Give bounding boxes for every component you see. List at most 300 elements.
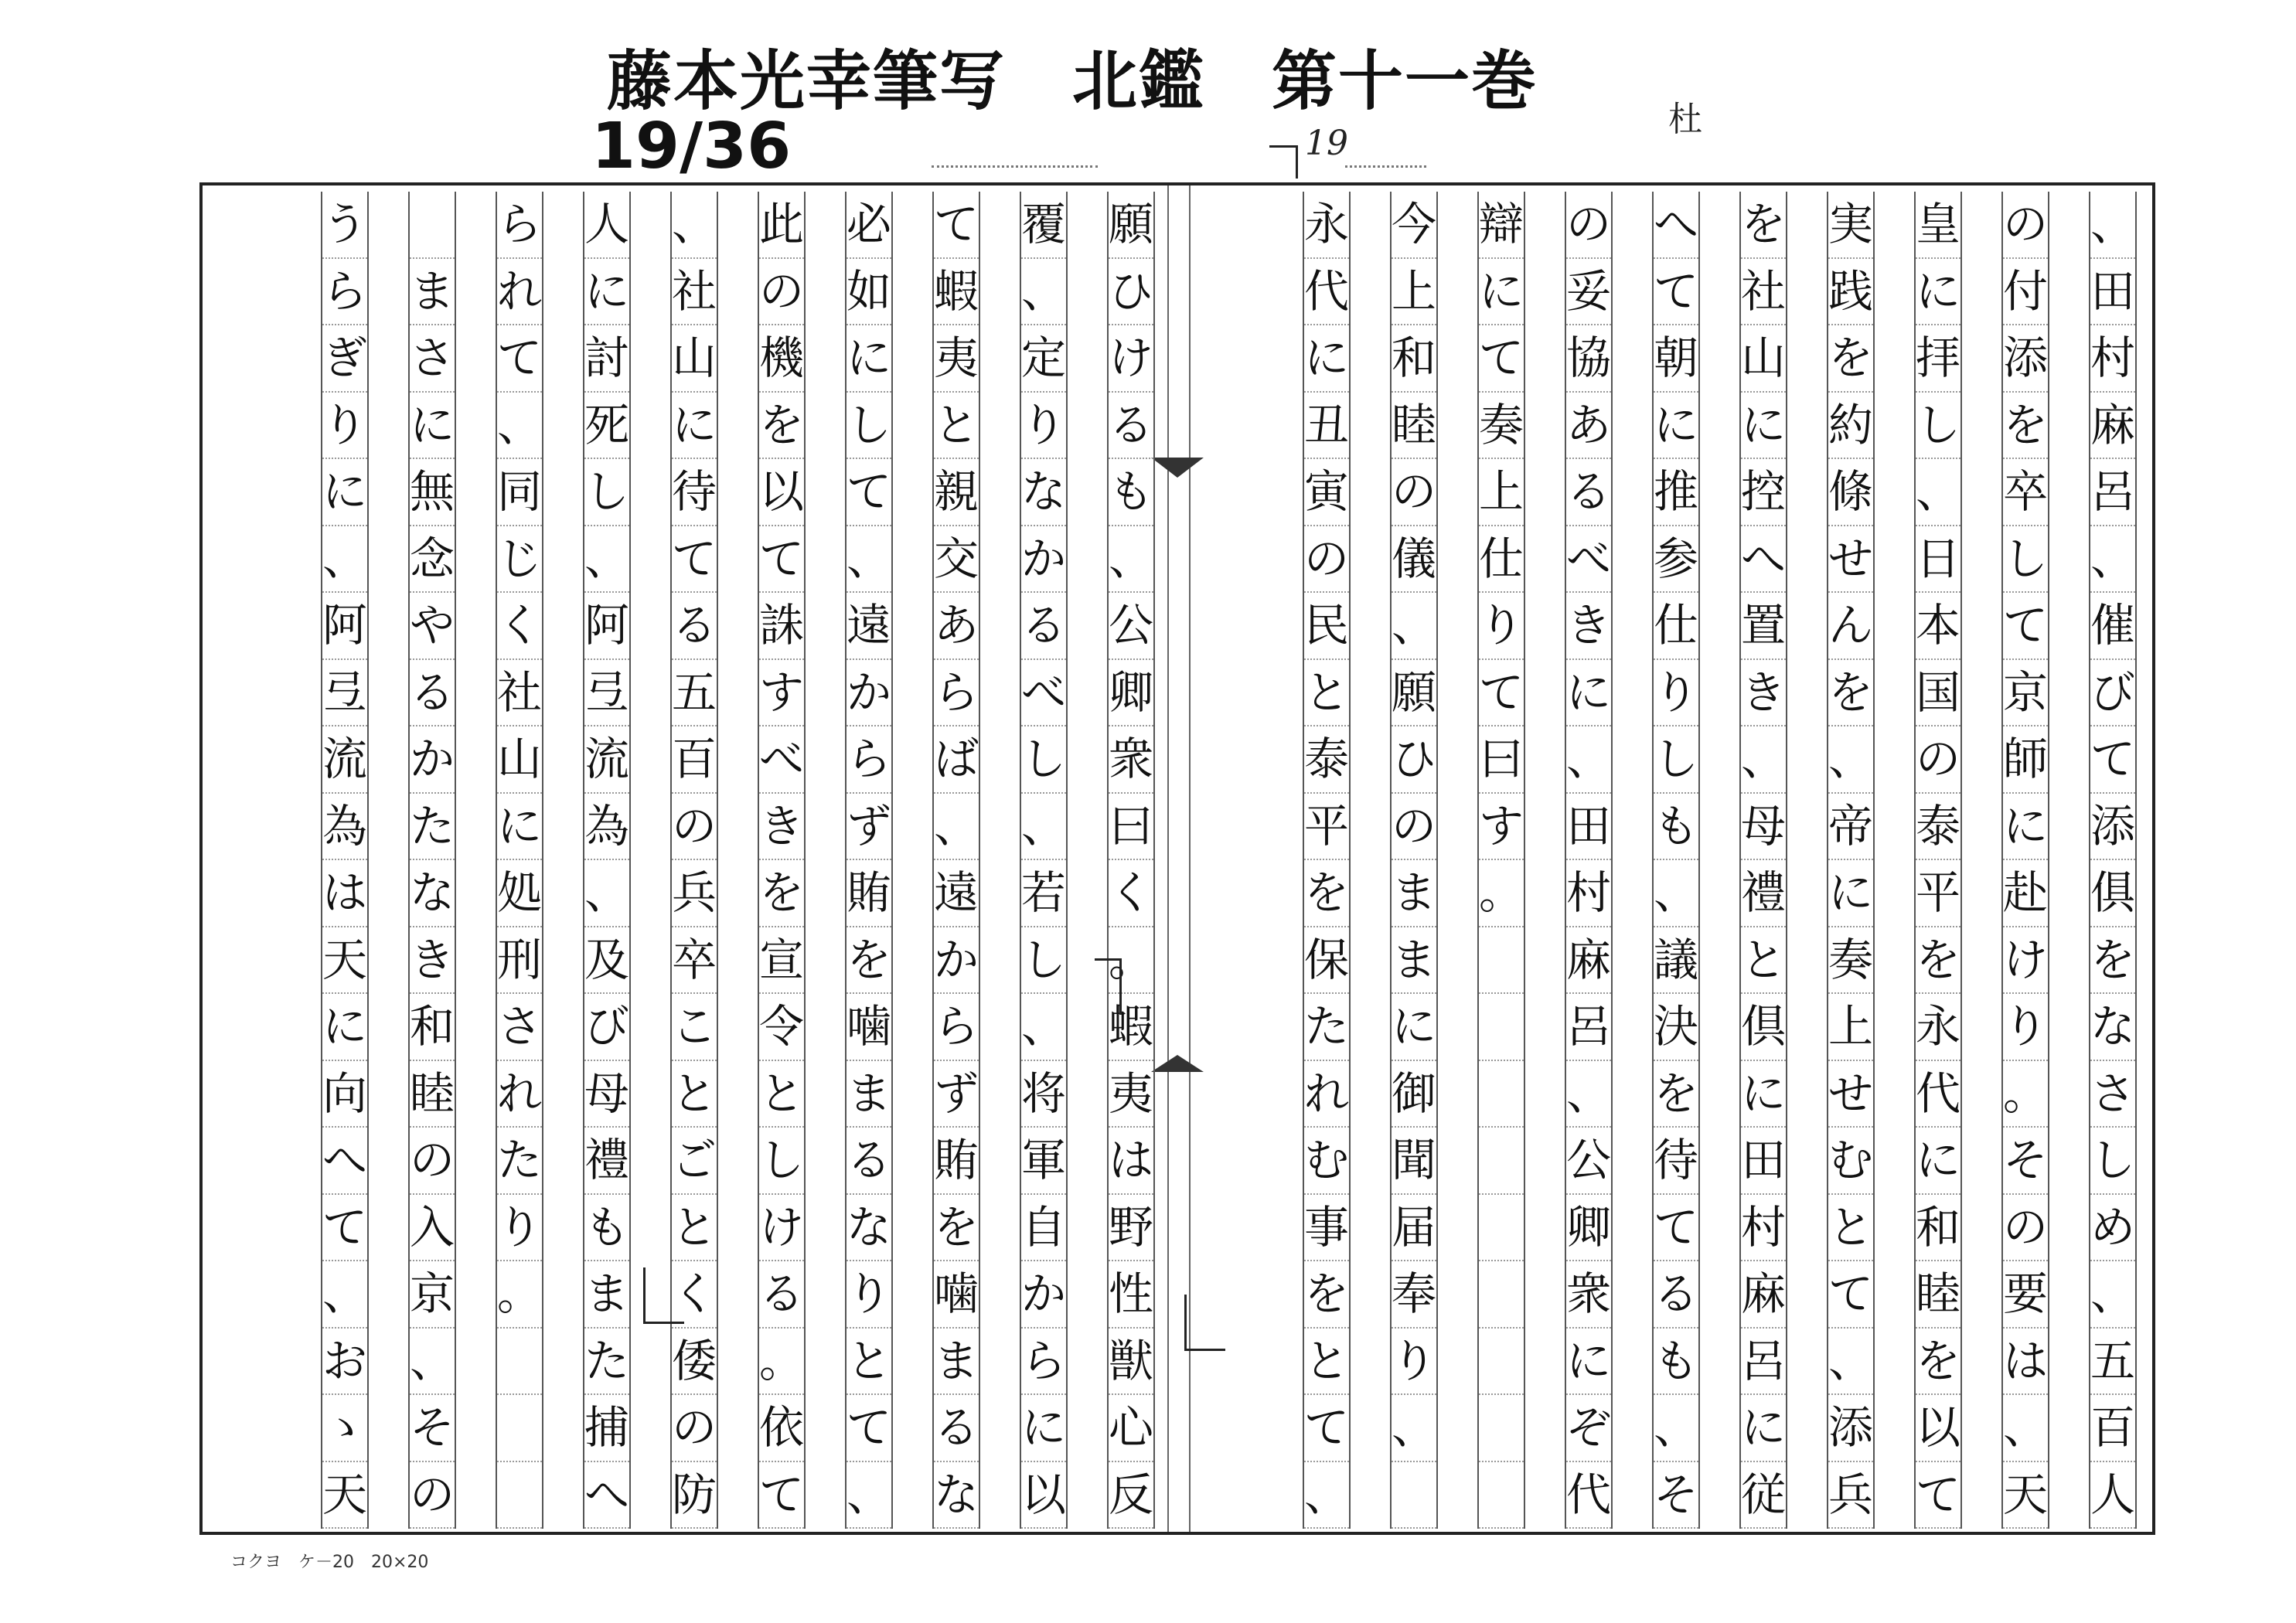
manuscript-cell: に [322,994,367,1061]
manuscript-cell: 本 [1916,593,1960,660]
manuscript-cell: れ [497,1061,542,1128]
manuscript-cell: る [410,660,455,727]
manuscript-cell: 山 [1741,325,1786,393]
manuscript-cell: か [847,660,891,727]
manuscript-cell: 議 [1654,927,1698,995]
manuscript-cell: ひ [1392,726,1436,794]
manuscript-cell: 為 [584,794,629,861]
manuscript-cell: ら [934,660,979,727]
manuscript-cell: 卒 [2003,459,2048,526]
manuscript-cell: り [1392,1329,1436,1396]
manuscript-cell: を [2003,393,2048,460]
manuscript-cell: 無 [410,459,455,526]
manuscript-cell: あ [934,593,979,660]
manuscript-cell: 、 [1828,726,1873,794]
manuscript-cell: て [759,1462,804,1529]
manuscript-cell: す [759,660,804,727]
manuscript-cell: 卿 [1566,1195,1611,1262]
manuscript-cell: 添 [1828,1395,1873,1462]
manuscript-column [496,192,543,1529]
manuscript-cell: も [1654,1329,1698,1396]
manuscript-cell: 、 [410,1329,455,1396]
manuscript-cell: と [1304,660,1349,727]
manuscript-cell: な [410,860,455,927]
manuscript-cell: あ [1566,393,1611,460]
manuscript-cell: て [322,1195,367,1262]
spine-mark-lower [1151,1055,1204,1072]
manuscript-cell: 五 [2090,1329,2135,1396]
manuscript-column [1652,192,1700,1529]
manuscript-cell: じ [497,526,542,594]
manuscript-cell: る [1654,1261,1698,1329]
manuscript-cell: に [847,325,891,393]
manuscript-cell [1479,994,1524,1061]
margin-note-du: 杜 [1668,100,1702,139]
manuscript-cell: な [934,1462,979,1529]
manuscript-cell: 妥 [1566,259,1611,326]
manuscript-cell: 宣 [759,927,804,995]
spine-mark-upper [1151,458,1204,478]
manuscript-column [1477,192,1525,1529]
manuscript-cell: 噛 [847,994,891,1061]
manuscript-cell: 控 [1741,459,1786,526]
manuscript-column [1020,192,1068,1529]
manuscript-cell: く [672,1261,717,1329]
manuscript-cell: 睦 [410,1061,455,1128]
manuscript-cell: 親 [934,459,979,526]
manuscript-cell: ん [1828,593,1873,660]
manuscript-cell [1479,1462,1524,1529]
manuscript-cell: 遠 [934,860,979,927]
manuscript-cell [1479,1329,1524,1396]
manuscript-cell: と [1304,1329,1349,1396]
manuscript-cell: や [410,593,455,660]
manuscript-cell: 泰 [1304,726,1349,794]
manuscript-cell: る [1021,593,1066,660]
manuscript-cell: は [322,860,367,927]
manuscript-cell: 、 [1654,860,1698,927]
manuscript-column [2001,192,2049,1529]
manuscript-cell: 和 [410,994,455,1061]
manuscript-cell: 禮 [1741,860,1786,927]
dotted-rule-right [1345,165,1426,168]
manuscript-cell: に [1741,1395,1786,1462]
manuscript-cell: 願 [1109,192,1153,259]
manuscript-cell: し [847,393,891,460]
manuscript-cell: 弖 [322,660,367,727]
manuscript-cell: ば [934,726,979,794]
manuscript-cell: 聞 [1392,1128,1436,1195]
manuscript-cell: に [1741,393,1786,460]
manuscript-cell: す [1479,794,1524,861]
manuscript-cell: く [497,593,542,660]
manuscript-cell: 賄 [847,860,891,927]
manuscript-cell: 蝦 [1109,994,1153,1061]
manuscript-cell: さ [410,325,455,393]
manuscript-cell: そ [2003,1128,2048,1195]
manuscript-cell: 、 [1566,1061,1611,1128]
manuscript-cell: と [672,1061,717,1128]
manuscript-cell: 代 [1566,1462,1611,1529]
manuscript-cell: を [759,393,804,460]
manuscript-cell: に [672,393,717,460]
manuscript-cell: 、 [1021,994,1066,1061]
manuscript-cell: 倶 [1741,994,1786,1061]
manuscript-column [845,192,893,1529]
manuscript-cell: 兵 [672,860,717,927]
manuscript-cell: 上 [1828,994,1873,1061]
manuscript-cell: ま [1392,860,1436,927]
manuscript-cell: 衆 [1109,726,1153,794]
manuscript-cell: に [1916,259,1960,326]
manuscript-cell: 届 [1392,1195,1436,1262]
manuscript-cell: 自 [1021,1195,1066,1262]
manuscript-cell: 賄 [934,1128,979,1195]
manuscript-cell: 天 [322,927,367,995]
manuscript-cell: 、 [847,1462,891,1529]
manuscript-column [408,192,456,1529]
manuscript-cell: て [1479,660,1524,727]
manuscript-cell: 決 [1654,994,1698,1061]
manuscript-cell: 麻 [2090,393,2135,460]
manuscript-cell: 催 [2090,593,2135,660]
manuscript-cell: 噛 [934,1261,979,1329]
manuscript-cell: し [1916,393,1960,460]
manuscript-cell: 公 [1109,593,1153,660]
manuscript-cell: て [1654,1195,1698,1262]
manuscript-cell: 京 [2003,660,2048,727]
manuscript-cell: 曰 [1109,794,1153,861]
manuscript-cell: 刑 [497,927,542,995]
manuscript-cell: て [1479,325,1524,393]
manuscript-cell: ら [322,259,367,326]
manuscript-cell: 、 [1654,1395,1698,1462]
manuscript-cell: て [1828,1261,1873,1329]
manuscript-cell: か [934,927,979,995]
manuscript-cell: き [410,927,455,995]
manuscript-cell: に [1654,393,1698,460]
manuscript-cell: 仕 [1479,526,1524,594]
manuscript-cell [497,1462,542,1529]
manuscript-cell: 山 [672,325,717,393]
manuscript-cell: る [672,593,717,660]
manuscript-cell: 、 [322,1261,367,1329]
paper-brand-footer: コクヨ ケ－20 20×20 [230,1553,429,1572]
manuscript-cell: 社 [672,259,717,326]
manuscript-cell: 母 [584,1061,629,1128]
insert-bracket-top [1269,145,1298,179]
manuscript-cell: 奏 [1828,927,1873,995]
manuscript-cell: る [1566,459,1611,526]
manuscript-cell: の [1566,192,1611,259]
manuscript-cell: ら [847,726,891,794]
manuscript-paper [199,182,2155,1535]
manuscript-cell: と [1741,927,1786,995]
manuscript-cell: り [497,1195,542,1262]
manuscript-cell: ま [410,259,455,326]
manuscript-cell: ご [672,1128,717,1195]
manuscript-cell: び [2090,660,2135,727]
manuscript-cell: 。 [1109,927,1153,995]
manuscript-cell: り [2003,994,2048,1061]
manuscript-cell: 向 [322,1061,367,1128]
manuscript-cell: 反 [1109,1462,1153,1529]
manuscript-cell: 村 [1741,1195,1786,1262]
manuscript-cell: 以 [759,459,804,526]
manuscript-cell: て [1304,1395,1349,1462]
manuscript-column [583,192,631,1529]
manuscript-cell: 願 [1392,660,1436,727]
manuscript-cell: ま [934,1329,979,1396]
manuscript-cell: を [1304,860,1349,927]
manuscript-cell: 呂 [1741,1329,1786,1396]
manuscript-cell: 国 [1916,660,1960,727]
manuscript-cell: び [584,994,629,1061]
manuscript-cell: き [759,794,804,861]
manuscript-cell: 依 [759,1395,804,1462]
manuscript-cell: り [1654,660,1698,727]
manuscript-cell: し [2003,526,2048,594]
manuscript-cell: に [1021,1395,1066,1462]
manuscript-cell: 参 [1654,526,1698,594]
manuscript-cell: 入 [410,1195,455,1262]
manuscript-cell: 泰 [1916,794,1960,861]
manuscript-cell: 仕 [1654,593,1698,660]
manuscript-cell: 以 [1021,1462,1066,1529]
manuscript-cell: 、 [672,192,717,259]
manuscript-cell: 誅 [759,593,804,660]
manuscript-cell: 討 [584,325,629,393]
manuscript-cell: 添 [2003,325,2048,393]
manuscript-column [670,192,718,1529]
manuscript-cell: 、 [1304,1462,1349,1529]
manuscript-cell: に [1741,1061,1786,1128]
manuscript-cell: 、 [1828,1329,1873,1396]
manuscript-cell: 弖 [584,660,629,727]
manuscript-cell: の [410,1128,455,1195]
manuscript-cell: ら [1021,1329,1066,1396]
manuscript-cell: 呂 [2090,459,2135,526]
manuscript-cell: 倭 [672,1329,717,1396]
manuscript-cell: む [1304,1128,1349,1195]
manuscript-cell: 、 [322,526,367,594]
manuscript-cell: る [1109,393,1153,460]
manuscript-cell: の [2003,1195,2048,1262]
manuscript-cell: 、 [2090,526,2135,594]
manuscript-cell: 夷 [1109,1061,1153,1128]
manuscript-cell: 及 [584,927,629,995]
manuscript-cell: て [497,325,542,393]
manuscript-cell: 京 [410,1261,455,1329]
manuscript-cell: 村 [2090,325,2135,393]
manuscript-cell: な [2090,994,2135,1061]
manuscript-cell: ひ [1109,259,1153,326]
manuscript-cell: を [1828,660,1873,727]
manuscript-cell: ま [847,1061,891,1128]
manuscript-cell: に [1916,1128,1960,1195]
manuscript-cell: ぎ [322,325,367,393]
manuscript-cell: 百 [672,726,717,794]
manuscript-cell: し [1021,927,1066,995]
manuscript-cell: 帝 [1828,794,1873,861]
manuscript-cell: の [1304,526,1349,594]
manuscript-cell: 和 [1392,325,1436,393]
manuscript-cell: 丑 [1304,393,1349,460]
manuscript-cell: 睦 [1392,393,1436,460]
manuscript-cell: し [2090,1128,2135,1195]
manuscript-cell: か [410,726,455,794]
manuscript-cell: ゝ [322,1395,367,1462]
manuscript-cell: 衆 [1566,1261,1611,1329]
manuscript-cell: ぞ [1566,1395,1611,1462]
manuscript-cell: 、 [1566,726,1611,794]
manuscript-cell: 践 [1828,259,1873,326]
manuscript-cell: 、 [1109,526,1153,594]
manuscript-cell [1392,1462,1436,1529]
manuscript-cell: と [1828,1195,1873,1262]
manuscript-cell: 流 [322,726,367,794]
manuscript-cell: ら [497,192,542,259]
manuscript-cell: は [1109,1128,1153,1195]
manuscript-cell: 朝 [1654,325,1698,393]
manuscript-cell: 代 [1304,259,1349,326]
manuscript-cell: 、 [1021,794,1066,861]
manuscript-cell: 阿 [584,593,629,660]
manuscript-cell: 。 [1479,860,1524,927]
manuscript-cell: は [2003,1329,2048,1396]
manuscript-cell: て [847,1395,891,1462]
manuscript-cell: 社 [1741,259,1786,326]
manuscript-cell: 蝦 [934,259,979,326]
manuscript-cell: し [1654,726,1698,794]
manuscript-cell: 睦 [1916,1261,1960,1329]
manuscript-cell: を [1916,1329,1960,1396]
manuscript-cell: る [934,1395,979,1462]
manuscript-cell: 兵 [1828,1462,1873,1529]
manuscript-cell: 推 [1654,459,1698,526]
manuscript-column [758,192,806,1529]
manuscript-cell: と [672,1195,717,1262]
manuscript-cell: へ [1654,192,1698,259]
manuscript-cell: さ [497,994,542,1061]
manuscript-cell: る [759,1261,804,1329]
manuscript-cell: も [584,1195,629,1262]
manuscript-cell: の [672,1395,717,1462]
manuscript-cell: 和 [1916,1195,1960,1262]
manuscript-cell: 交 [934,526,979,594]
dotted-rule-left [932,165,1098,168]
manuscript-cell [1479,1061,1524,1128]
manuscript-cell: く [1109,860,1153,927]
manuscript-cell: 永 [1916,994,1960,1061]
manuscript-cell: 辯 [1479,192,1524,259]
manuscript-cell: 、 [2090,192,2135,259]
manuscript-cell: の [2003,192,2048,259]
manuscript-cell: 日 [1916,526,1960,594]
manuscript-cell: ら [934,994,979,1061]
manuscript-cell: 野 [1109,1195,1153,1262]
manuscript-cell: 赴 [2003,860,2048,927]
manuscript-cell: に [1304,325,1349,393]
manuscript-cell: 為 [322,794,367,861]
manuscript-cell: 此 [759,192,804,259]
manuscript-cell: 、 [1741,726,1786,794]
manuscript-cell: 麻 [1566,927,1611,995]
manuscript-cell: の [1392,794,1436,861]
manuscript-cell: を [1654,1061,1698,1128]
manuscript-cell: 覆 [1021,192,1066,259]
manuscript-cell: た [584,1329,629,1396]
manuscript-cell: 社 [497,660,542,727]
manuscript-cell [497,1395,542,1462]
manuscript-cell [1479,1195,1524,1262]
manuscript-column [2089,192,2137,1529]
manuscript-cell: 條 [1828,459,1873,526]
manuscript-cell: 、 [847,526,891,594]
manuscript-cell: 若 [1021,860,1066,927]
manuscript-cell: 寅 [1304,459,1349,526]
manuscript-cell: 、 [1392,593,1436,660]
manuscript-cell: 儀 [1392,526,1436,594]
manuscript-cell: と [934,393,979,460]
manuscript-cell: 。 [497,1261,542,1329]
manuscript-cell: 、 [1392,1395,1436,1462]
manuscript-cell: へ [1741,526,1786,594]
manuscript-cell: に [1479,259,1524,326]
manuscript-column [321,192,369,1529]
manuscript-cell: 、 [1916,459,1960,526]
manuscript-cell: に [497,794,542,861]
manuscript-cell: せ [1828,526,1873,594]
manuscript-cell: り [1479,593,1524,660]
manuscript-cell [1479,927,1524,995]
manuscript-cell: 、 [497,393,542,460]
manuscript-cell: 。 [759,1329,804,1396]
manuscript-cell: 獣 [1109,1329,1153,1396]
manuscript-column [1827,192,1875,1529]
manuscript-cell: け [2003,927,2048,995]
manuscript-cell: 拝 [1916,325,1960,393]
manuscript-cell: へ [584,1462,629,1529]
manuscript-cell: ま [584,1261,629,1329]
manuscript-cell: た [1304,994,1349,1061]
manuscript-cell: 母 [1741,794,1786,861]
manuscript-cell: べ [1021,660,1066,727]
manuscript-cell: 必 [847,192,891,259]
manuscript-cell [1479,1128,1524,1195]
manuscript-cell: け [1109,325,1153,393]
manuscript-cell: た [497,1128,542,1195]
manuscript-cell: 添 [2090,794,2135,861]
manuscript-cell: 上 [1392,259,1436,326]
manuscript-cell: に [1566,660,1611,727]
manuscript-cell: も [1654,794,1698,861]
manuscript-cell: 以 [1916,1395,1960,1462]
manuscript-cell: 機 [759,325,804,393]
manuscript-cell: 卒 [672,927,717,995]
manuscript-cell: 令 [759,994,804,1061]
manuscript-cell: な [1021,459,1066,526]
manuscript-cell: べ [1566,526,1611,594]
manuscript-cell: に [1566,1329,1611,1396]
manuscript-cell: き [1741,660,1786,727]
manuscript-cell: 師 [2003,726,2048,794]
manuscript-cell: た [410,794,455,861]
manuscript-cell: む [1828,1128,1873,1195]
page-number: 19/36 [591,110,792,183]
manuscript-cell: 待 [672,459,717,526]
manuscript-cell: 上 [1479,459,1524,526]
